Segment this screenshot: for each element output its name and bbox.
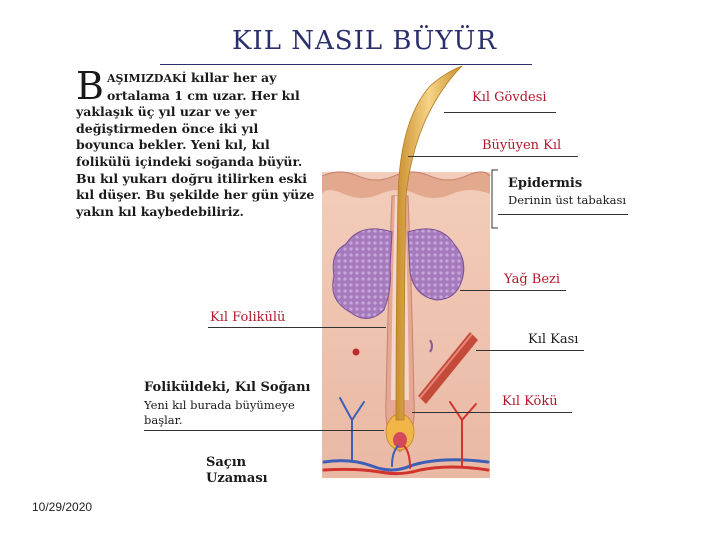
label-kil-govdesi: Kıl Gövdesi	[472, 90, 547, 105]
leader-kil-koku	[412, 412, 572, 413]
label-kil-kasi: Kıl Kası	[528, 332, 579, 347]
label-epidermis: Epidermis	[508, 176, 583, 191]
label-kil-koku: Kıl Kökü	[502, 394, 558, 409]
leader-buyuyen-kil	[408, 156, 578, 157]
slide-date: 10/29/2020	[32, 500, 93, 514]
leader-kil-govdesi	[444, 112, 556, 113]
label-kil-sogani: Foliküldeki, Kıl Soğanı	[144, 380, 311, 395]
label-sacin-uzamasi: Saçın Uzaması	[206, 455, 268, 486]
epidermis-bracket	[492, 170, 498, 228]
leader-yag-bezi	[460, 290, 566, 291]
page-title: KIL NASIL BÜYÜR	[232, 26, 498, 56]
label-epidermis-sub: Derinin üst tabakası	[508, 193, 627, 207]
leader-epidermis	[498, 214, 628, 215]
label-kil-sogani-sub: Yeni kıl burada büyümeye başlar.	[144, 398, 295, 427]
intro-lead-caps: AŞIMIZDAKİ	[106, 72, 187, 85]
leader-kil-folikulu	[208, 327, 386, 328]
leader-kil-kasi	[476, 350, 584, 351]
intro-dropcap: B	[76, 64, 104, 108]
intro-body: kıllar her ay ortalama 1 cm uzar. Her kıl yaklaşık üç yıl uzar ve yer değiştirmeden önce iki yıl boyunca bekler. Yeni kıl, kıl folikülü içindeki soğanda büyür. Bu kıl yukarı doğru itilirken eski kıl düşer. Bu şekilde her gün yüze yakın kıl kaybedebiliriz.	[76, 70, 315, 219]
label-yag-bezi: Yağ Bezi	[504, 272, 561, 287]
label-kil-folikulu: Kıl Folikülü	[210, 310, 286, 325]
leader-kil-sogani	[144, 430, 384, 431]
dermis-dot	[353, 349, 360, 356]
label-buyuyen-kil: Büyüyen Kıl	[482, 138, 562, 153]
